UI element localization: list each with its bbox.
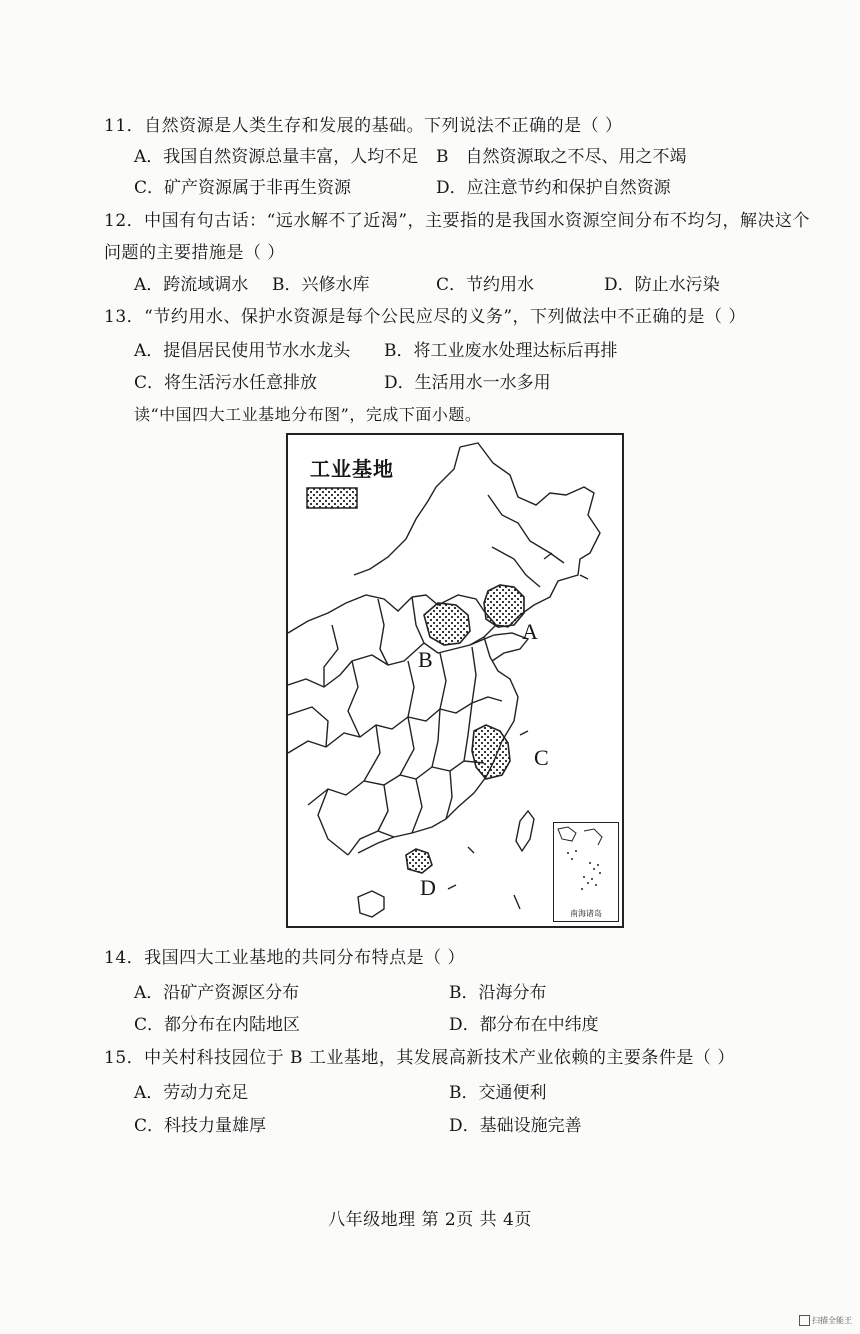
question-15-stem: 15．中关村科技园位于 B 工业基地，其发展高新技术产业依赖的主要条件是（ ） [104, 1048, 735, 1068]
question-13-option-d: D．生活用水一水多用 [384, 373, 551, 393]
question-14-option-d: D．都分布在中纬度 [449, 1015, 599, 1035]
question-15-option-a: A．劳动力充足 [134, 1083, 249, 1103]
inset-label: 南海诸岛 [570, 909, 602, 918]
base-b-area [424, 603, 470, 645]
question-12-option-a: A．跨流域调水 [134, 275, 249, 295]
question-11-option-c: C．矿产资源属于非再生资源 [134, 178, 352, 198]
question-12-stem-line2: 问题的主要措施是（ ） [104, 243, 285, 263]
question-11-option-b: B 自然资源取之不尽、用之不竭 [436, 147, 687, 167]
scanner-watermark-text: 扫描全能王 [812, 1316, 852, 1325]
qr-icon [799, 1315, 810, 1326]
question-13-option-b: B．将工业废水处理达标后再排 [384, 341, 618, 361]
base-c-area [472, 725, 510, 779]
question-15-option-b: B．交通便利 [449, 1083, 547, 1103]
base-label-a: A [522, 619, 538, 644]
industrial-base-map [286, 433, 624, 928]
question-15-option-d: D．基础设施完善 [449, 1116, 582, 1136]
question-12-option-d: D．防止水污染 [604, 275, 720, 295]
question-14-option-c: C．都分布在内陆地区 [134, 1015, 301, 1035]
legend-dotted-icon [306, 487, 358, 509]
question-14-option-a: A．沿矿产资源区分布 [134, 983, 300, 1003]
question-11-option-d: D．应注意节约和保护自然资源 [436, 178, 671, 198]
base-d-area [406, 849, 432, 873]
question-13-option-a: A．提倡居民使用节水水龙头 [134, 341, 351, 361]
scanner-watermark [799, 1315, 852, 1326]
south-sea-islands-icon [554, 823, 617, 905]
base-a-area [484, 585, 524, 627]
question-13-stem: 13．“节约用水、保护水资源是每个公民应尽的义务”，下列做法中不正确的是（ ） [104, 307, 746, 327]
question-12-option-c: C．节约用水 [436, 275, 535, 295]
question-14-stem: 14．我国四大工业基地的共同分布特点是（ ） [104, 948, 466, 968]
question-12-option-b: B．兴修水库 [272, 275, 370, 295]
question-15-option-c: C．科技力量雄厚 [134, 1116, 267, 1136]
page-footer: 八年级地理 第 2页 共 4页 [328, 1210, 532, 1230]
base-label-d: D [420, 875, 436, 900]
question-11-option-a: A．我国自然资源总量丰富，人均不足 [134, 147, 419, 167]
base-label-c: C [534, 745, 549, 770]
south-china-sea-inset [553, 822, 619, 922]
map-intro: 读“中国四大工业基地分布图”，完成下面小题。 [134, 405, 482, 424]
base-label-b: B [418, 647, 433, 672]
question-13-option-c: C．将生活污水任意排放 [134, 373, 318, 393]
question-14-option-b: B．沿海分布 [449, 983, 547, 1003]
question-12-stem-line1: 12．中国有句古话：“远水解不了近渴”，主要指的是我国水资源空间分布不均匀，解决这个 [104, 211, 811, 231]
map-title: 工业基地 [310, 457, 394, 481]
question-11-stem: 11．自然资源是人类生存和发展的基础。下列说法不正确的是（ ） [104, 116, 623, 136]
